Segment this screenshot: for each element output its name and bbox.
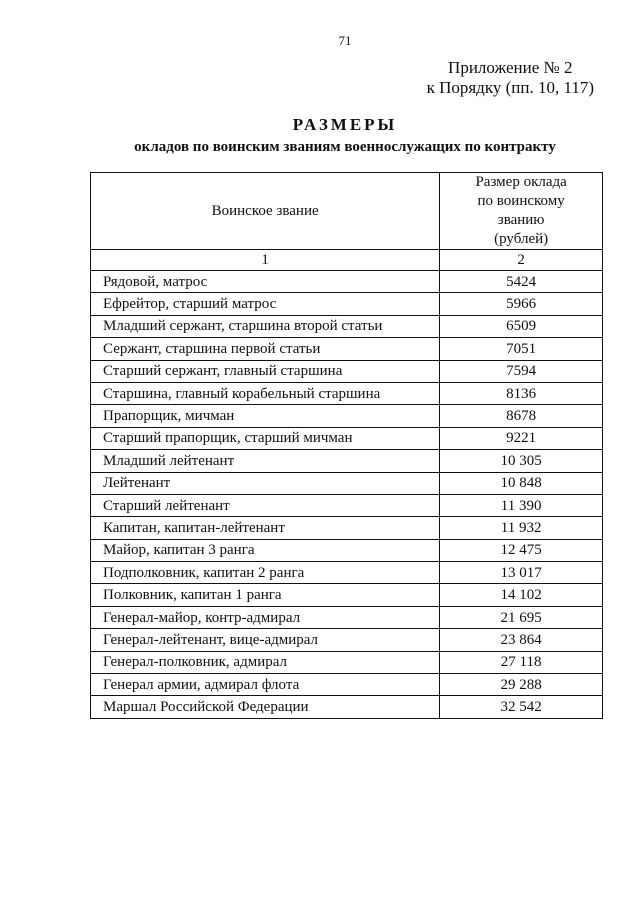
salary-cell: 32 542 (440, 696, 603, 718)
page-number: 71 (338, 33, 352, 48)
rank-cell: Маршал Российской Федерации (91, 696, 440, 718)
salary-cell: 29 288 (440, 674, 603, 696)
rank-cell: Младший лейтенант (91, 450, 440, 472)
salary-cell: 5424 (440, 271, 603, 293)
table-row (91, 293, 603, 315)
rank-cell: Подполковник, капитан 2 ранга (91, 562, 440, 584)
rank-cell: Прапорщик, мичман (91, 405, 440, 427)
appendix-reference (427, 58, 594, 98)
rank-cell: Сержант, старшина первой статьи (91, 338, 440, 360)
rank-cell: Рядовой, матрос (91, 271, 440, 293)
header-salary (440, 173, 603, 250)
rank-cell: Младший сержант, старшина второй статьи (91, 315, 440, 337)
salary-cell: 8678 (440, 405, 603, 427)
table-row (91, 271, 603, 293)
header-rank: Воинское звание (91, 173, 440, 250)
rank-cell: Генерал-лейтенант, вице-адмирал (91, 629, 440, 651)
table-row (91, 539, 603, 561)
table-row (91, 472, 603, 494)
header-salary-line: Размер оклада (475, 174, 567, 190)
table-row (91, 405, 603, 427)
table-row (91, 651, 603, 673)
rank-cell: Старший сержант, главный старшина (91, 360, 440, 382)
column-number: 2 (440, 250, 603, 271)
table-row (91, 674, 603, 696)
salary-cell: 12 475 (440, 539, 603, 561)
column-number: 1 (91, 250, 440, 271)
salary-table (90, 172, 603, 719)
rank-cell: Полковник, капитан 1 ранга (91, 584, 440, 606)
salary-cell: 10 848 (440, 472, 603, 494)
title-main: РАЗМЕРЫ (292, 115, 398, 134)
table-row (91, 338, 603, 360)
table-row (91, 562, 603, 584)
rank-cell: Старший прапорщик, старший мичман (91, 427, 440, 449)
title-subtitle: окладов по воинским званиям военнослужащих по контракту (134, 139, 556, 155)
table-header-row (91, 173, 603, 250)
table-body (91, 173, 603, 719)
salary-cell: 14 102 (440, 584, 603, 606)
rank-cell: Генерал-полковник, адмирал (91, 651, 440, 673)
salary-cell: 9221 (440, 427, 603, 449)
salary-cell: 11 390 (440, 494, 603, 516)
table-row (91, 584, 603, 606)
header-salary-line: (рублей) (494, 231, 549, 247)
rank-cell: Лейтенант (91, 472, 440, 494)
salary-cell: 11 932 (440, 517, 603, 539)
salary-cell: 21 695 (440, 606, 603, 628)
table-row (91, 315, 603, 337)
rank-cell: Старший лейтенант (91, 494, 440, 516)
salary-cell: 7051 (440, 338, 603, 360)
table-row (91, 450, 603, 472)
table-row (91, 606, 603, 628)
table-row (91, 696, 603, 718)
table-row (91, 517, 603, 539)
appendix-order-reference: к Порядку (пп. 10, 117) (426, 78, 594, 97)
table-row (91, 382, 603, 404)
appendix-label: Приложение № 2 (448, 58, 573, 77)
document-title (0, 114, 640, 157)
salary-cell: 27 118 (440, 651, 603, 673)
salary-cell: 6509 (440, 315, 603, 337)
salary-cell: 23 864 (440, 629, 603, 651)
salary-cell: 5966 (440, 293, 603, 315)
salary-cell: 13 017 (440, 562, 603, 584)
rank-cell: Капитан, капитан-лейтенант (91, 517, 440, 539)
rank-cell: Майор, капитан 3 ранга (91, 539, 440, 561)
rank-cell: Генерал армии, адмирал флота (91, 674, 440, 696)
salary-cell: 8136 (440, 382, 603, 404)
table-row (91, 427, 603, 449)
table-row (91, 494, 603, 516)
header-salary-line: по воинскому (477, 193, 565, 209)
rank-cell: Генерал-майор, контр-адмирал (91, 606, 440, 628)
table-row (91, 360, 603, 382)
rank-cell: Старшина, главный корабельный старшина (91, 382, 440, 404)
column-number-row (91, 250, 603, 271)
salary-cell: 10 305 (440, 450, 603, 472)
header-salary-line: званию (497, 212, 545, 228)
rank-cell: Ефрейтор, старший матрос (91, 293, 440, 315)
salary-cell: 7594 (440, 360, 603, 382)
table-row (91, 629, 603, 651)
